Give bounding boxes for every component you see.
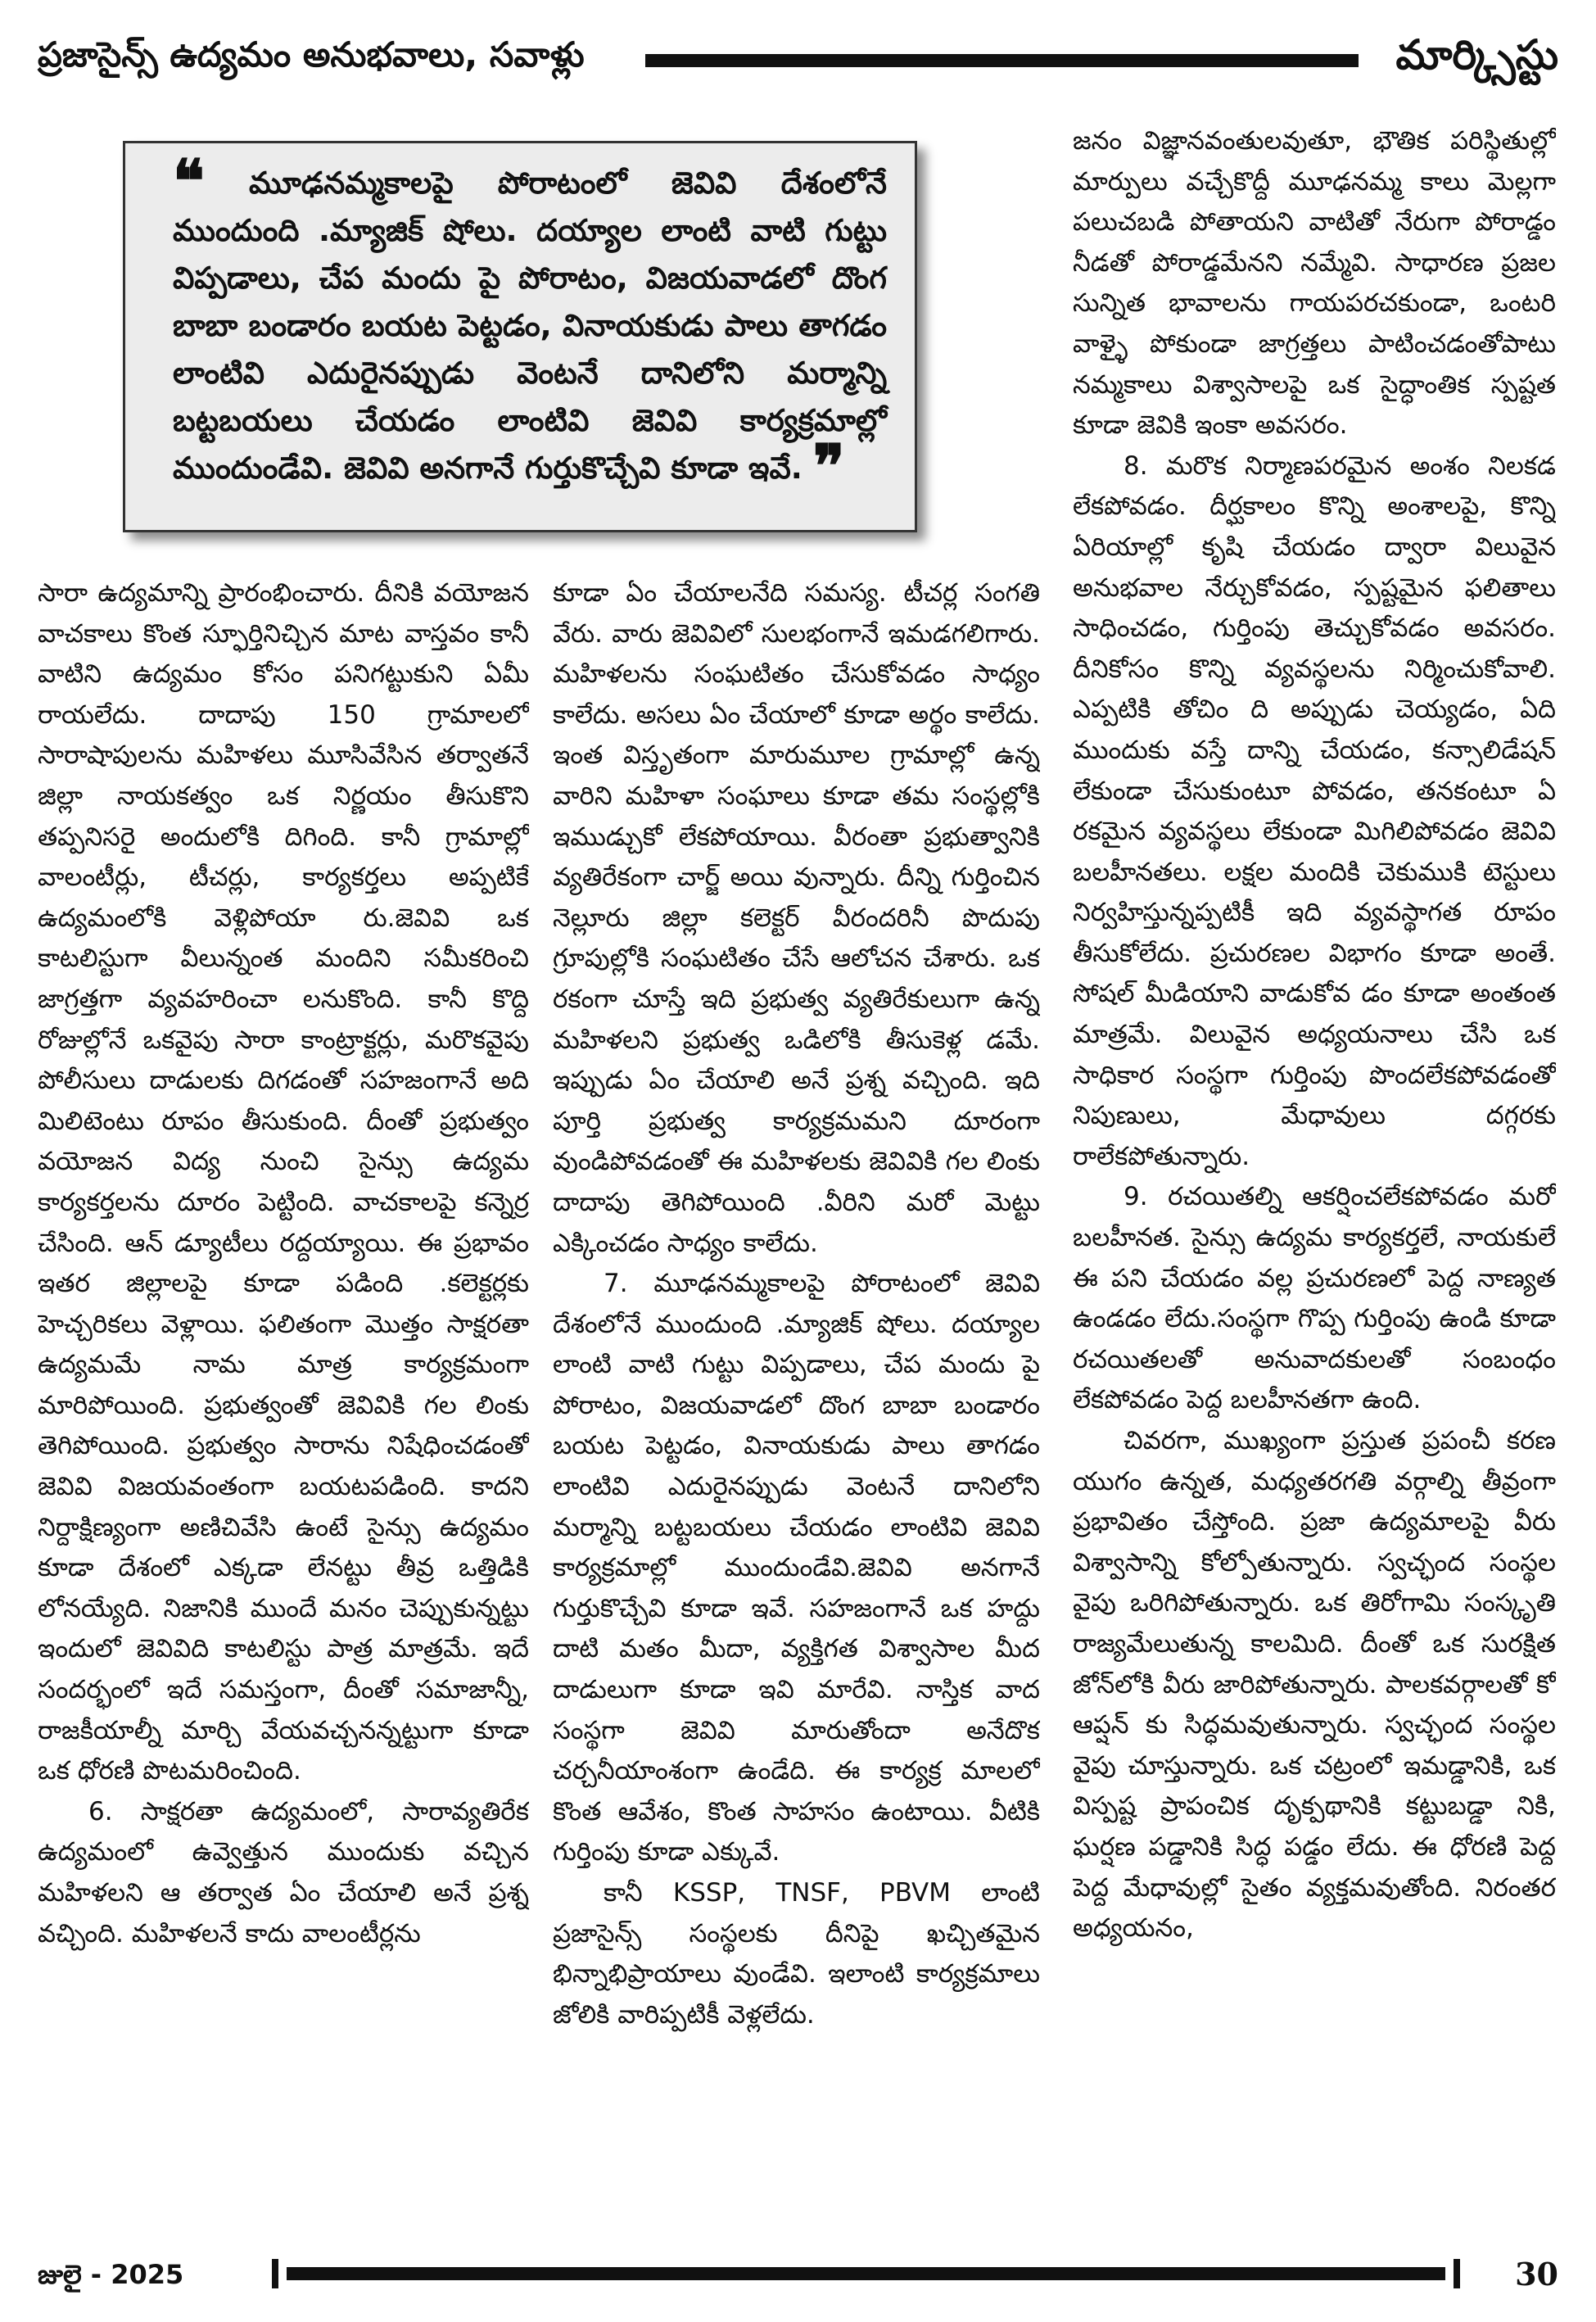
- article-column-2: [553, 573, 1040, 2261]
- paragraph: చివరగా, ముఖ్యంగా ప్రస్తుత ప్రపంచీ కరణ యుగం ఉన్నత, మధ్యతరగతి వర్గాల్ని తీవ్రంగా ప్రభావితం చేస్తోంది. ప్రజా ఉద్యమాలపై వీరు విశ్వాసాన్ని కోల్పోతున్నారు. స్వచ్ఛంద సంస్థల వైపు ఒరిగిపోతున్నారు. ఒక తిరోగామి సంస్కృతి రాజ్యమేలుతున్న కాలమిది. దీంతో ఒక సురక్షిత జోన్‌లోకి వీరు జారిపోతున్నారు. పాలకవర్గాలతో కో ఆప్షన్ కు సిద్ధమవుతున్నారు. స్వచ్ఛంద సంస్థల వైపు చూస్తున్నారు. ఒక చట్రంలో ఇమడ్డానికి, ఒక విస్పష్ట ప్రాపంచిక దృక్పథానికి కట్టుబడ్డా నికి, ఘర్షణ పడ్డానికి సిద్ధ పడ్డం లేదు. ఈ ధోరణి పెద్ద పెద్ద మేధావుల్లో సైతం వ్యక్తమవుతోంది. నిరంతర అధ్యయనం,: [1073, 1426, 1556, 1944]
- close-quote-mark: ❞: [812, 431, 845, 500]
- paragraph: 8. మరొక నిర్మాణపరమైన అంశం నిలకడ లేకపోవడం. దీర్ఘకాలం కొన్ని అంశాలపై, కొన్ని ఏరియాల్లో కృషి చేయడం ద్వారా విలువైన అనుభవాల నేర్చుకోవడం, స్పష్టమైన ఫలితాలు సాధించడం, గుర్తింపు తెచ్చుకోవడం అవసరం. దీనికోసం కొన్ని వ్యవస్థలను నిర్మించుకోవాలి. ఎప్పటికి తోచిం ది అప్పుడు చెయ్యడం, ఏది ముందుకు వస్తే దాన్ని చేయడం, కన్సాలిడేషన్ లేకుండా చేసుకుంటూ పోవడం, తనకంటూ ఏ రకమైన వ్యవస్థలు లేకుండా మిగిలిపోవడం జెవివి బలహీనతలు. లక్షల మందికి చెకుముకి టెస్టులు నిర్వహిస్తున్నప్పటికీ ఇది వ్యవస్థాగత రూపం తీసుకోలేదు. ప్రచురణల విభాగం కూడా అంతే. సోషల్ మీడియాని వాడుకోవ డం కూడా అంతంత మాత్రమే. విలువైన అధ్యయనాలు చేసి ఒక సాధికార సంస్థగా గుర్తింపు పొందలేకపోవడంతో నిపుణులు, మేధావులు దగ్గరకు రాలేకపోతున్నారు.: [1073, 450, 1556, 1171]
- open-quote-mark: ❝: [173, 146, 205, 215]
- pull-quote: [173, 146, 887, 500]
- paragraph: కూడా ఏం చేయాలనేది సమస్య. టీచర్ల సంగతి వేరు. వారు జెవివిలో సులభంగానే ఇమడగలిగారు. మహిళలను సంఘటితం చేసుకోవడం సాధ్యం కాలేదు. అసలు ఏం చేయాలో కూడా అర్థం కాలేదు. ఇంత విస్తృతంగా మారుమూల గ్రామాల్లో ఉన్న వారిని మహిళా సంఘాలు కూడా తమ సంస్థల్లోకి ఇముడ్చుకో లేకపోయాయి. వీరంతా ప్రభుత్వానికి వ్యతిరేకంగా చార్జ్ అయి వున్నారు. దీన్ని గుర్తించిన నెల్లూరు జిల్లా కలెక్టర్ వీరందరినీ పొదుపు గ్రూపుల్లోకి సంఘటితం చేసే ఆలోచన చేశారు. ఒక రకంగా చూస్తే ఇది ప్రభుత్వ వ్యతిరేకులుగా ఉన్న మహిళలని ప్రభుత్వ ఒడిలోకి తీసుకెళ్ల డమే. ఇప్పుడు ఏం చేయాలి అనే ప్రశ్న వచ్చింది. ఇది పూర్తి ప్రభుత్వ కార్యక్రమమని దూరంగా వుండిపోవడంతో ఈ మహిళలకు జెవివికి గల లింకు దాదాపు తెగిపోయింది .వీరిని మరో మెట్టు ఎక్కించడం సాధ్యం కాలేదు.: [553, 578, 1040, 1258]
- paragraph: 7. మూఢనమ్మకాలపై పోరాటంలో జెవివి దేశంలోనే ముందుంది .మ్యాజిక్ షోలు. దయ్యాల లాంటి వాటి గుట్టు విప్పడాలు, చేప మందు పై పోరాటం, విజయవాడలో దొంగ బాబా బండారం బయట పెట్టడం, వినాయకుడు పాలు తాగడం లాంటివి ఎదురైనప్పుడు వెంటనే దానిలోని మర్మాన్ని బట్టబయలు చేయడం లాంటివి జెవివి కార్యక్రమాల్లో ముందుండేవి.జెవివి అనగానే గుర్తుకొచ్చేవి కూడా ఇవే. సహజంగానే ఒక హద్దు దాటి మతం మీదా, వ్యక్తిగత విశ్వాసాల మీద దాడులుగా కూడా ఇవి మారేవి. నాస్తిక వాద సంస్థగా జెవివి మారుతోందా అనేదొక చర్చనీయాంశంగా ఉండేది. ఈ కార్యక్ర మాలలో కొంత ఆవేశం, కొంత సాహసం ఉంటాయి. వీటికి గుర్తింపు కూడా ఎక్కువే.: [553, 1269, 1040, 1867]
- paragraph: జనం విజ్ఞానవంతులవుతూ, భౌతిక పరిస్థితుల్లో మార్పులు వచ్చేకొద్దీ మూఢనమ్మ కాలు మెల్లగా పలుచబడి పోతాయని వాటితో నేరుగా పోరాడ్డం నీడతో పోరాడ్డమేనని నమ్మేవి. సాధారణ ప్రజల సున్నిత భావాలను గాయపరచకుండా, ఒంటరి వాళ్ళై పోకుండా జాగ్రత్తలు పాటించడంతోపాటు నమ్మకాలు విశ్వాసాలపై ఒక సైద్ధాంతిక స్పష్టత కూడా జెవికి ఇంకా అవసరం.: [1073, 126, 1556, 441]
- footer-rule: [287, 2267, 1445, 2280]
- article-column-3: [1073, 121, 1556, 2259]
- footer-rule-cap: [272, 2259, 278, 2288]
- article-column-1: [38, 573, 529, 2179]
- paragraph: 6. సాక్షరతా ఉద్యమంలో, సారావ్యతిరేక ఉద్యమంలో ఉవ్వెత్తున ముందుకు వచ్చిన మహిళలని ఆ తర్వాత ఏం చేయాలి అనే ప్రశ్న వచ్చింది. మహిళలనే కాదు వాలంటీర్లను: [38, 1796, 529, 1949]
- issue-date: జులై - 2025: [38, 2259, 184, 2290]
- magazine-name: మార్క్సిస్టు: [1395, 31, 1558, 79]
- page-number: 30: [1515, 2256, 1558, 2293]
- pull-quote-text: మూఢనమ్మకాలపై పోరాటంలో జెవివి దేశంలోనే ముందుంది .మ్యాజిక్ షోలు. దయ్యాల లాంటి వాటి గుట్టు విప్పడాలు, చేప మందు పై పోరాటం, విజయవాడలో దొంగ బాబా బండారం బయట పెట్టడం, వినాయకుడు పాలు తాగడం లాంటివి ఎదురైనప్పుడు వెంటనే దానిలోని మర్మాన్ని బట్టబయలు చేయడం లాంటివి జెవివి కార్యక్రమాల్లో ముందుండేవి. జెవివి అనగానే గుర్తుకొచ్చేవి కూడా ఇవే.: [173, 165, 887, 486]
- paragraph: సారా ఉద్యమాన్ని ప్రారంభించారు. దీనికి వయోజన వాచకాలు కొంత స్ఫూర్తినిచ్చిన మాట వాస్తవం కానీ వాటిని ఉద్యమం కోసం పనిగట్టుకుని ఏమీ రాయలేదు. దాదాపు 150 గ్రామాలలో సారాషాపులను మహిళలు మూసివేసిన తర్వాతనే జిల్లా నాయకత్వం ఒక నిర్ణయం తీసుకొని తప్పనిసరై అందులోకి దిగింది. కానీ గ్రామాల్లో వాలంటీర్లు, టీచర్లు, కార్యకర్తలు అప్పటికే ఉద్యమంలోకి వెళ్లిపోయా రు.జెవివి ఒక కాటలిస్టుగా వీలున్నంత మందిని సమీకరించి జాగ్రత్తగా వ్యవహరించా లనుకొంది. కానీ కొద్ది రోజుల్లోనే ఒకవైపు సారా కాంట్రాక్టర్లు, మరొకవైపు పోలీసులు దాడులకు దిగడంతో సహజంగానే అది మిలిటెంటు రూపం తీసుకుంది. దీంతో ప్రభుత్వం వయోజన విద్య నుంచి సైన్సు ఉద్యమ కార్యకర్తలను దూరం పెట్టింది. వాచకాలపై కన్నెర్ర చేసింది. ఆన్ డ్యూటీలు రద్దయ్యాయి. ఈ ప్రభావం ఇతర జిల్లాలపై కూడా పడింది .కలెక్టర్లకు హెచ్చరికలు వెళ్లాయి. ఫలితంగా మొత్తం సాక్షరతా ఉద్యమమే నామ మాత్ర కార్యక్రమంగా మారిపోయింది. ప్రభుత్వంతో జెవివికి గల లింకు తెగిపోయింది. ప్రభుత్వం సారాను నిషేధించడంతో జెవివి విజయవంతంగా బయటపడింది. కాదని నిర్దాక్షిణ్యంగా అణిచివేసి ఉంటే సైన్సు ఉద్యమం కూడా దేశంలో ఎక్కడా లేనట్టు తీవ్ర ఒత్తిడికి లోనయ్యేది. నిజానికి ముందే మనం చెప్పుకున్నట్టు ఇందులో జెవివిది కాటలిస్టు పాత్ర మాత్రమే. ఇదే సందర్భంలో ఇదే సమస్తంగా, దీంతో సమాజాన్నీ, రాజకీయాల్నీ మార్చి వేయవచ్చనన్నట్టుగా కూడా ఒక ధోరణి పొటమరించింది.: [38, 578, 529, 1786]
- header-rule: [645, 54, 1359, 67]
- paragraph: 9. రచయితల్ని ఆకర్షించలేకపోవడం మరో బలహీనత. సైన్సు ఉద్యమ కార్యకర్తలే, నాయకులే ఈ పని చేయడం వల్ల ప్రచురణలో పెద్ద నాణ్యత ఉండడం లేదు.సంస్థగా గొప్ప గుర్తింపు ఉండి కూడా రచయితలతో అనువాదకులతో సంబంధం లేకపోవడం పెద్ద బలహీనతగా ఉంది.: [1073, 1182, 1556, 1415]
- paragraph: కానీ KSSP, TNSF, PBVM లాంటి ప్రజాసైన్స్ సంస్థలకు దీనిపై ఖచ్చితమైన భిన్నాభిప్రాయాలు వుండేవి. ఇలాంటి కార్యక్రమాలు జోలికి వారిప్పటికీ వెళ్లలేదు.: [553, 1878, 1040, 2030]
- section-title: ప్రజాసైన్స్ ఉద్యమం అనుభవాలు, సవాళ్లు: [38, 34, 585, 75]
- footer-rule-cap: [1454, 2259, 1460, 2288]
- pull-quote-box: [123, 141, 917, 532]
